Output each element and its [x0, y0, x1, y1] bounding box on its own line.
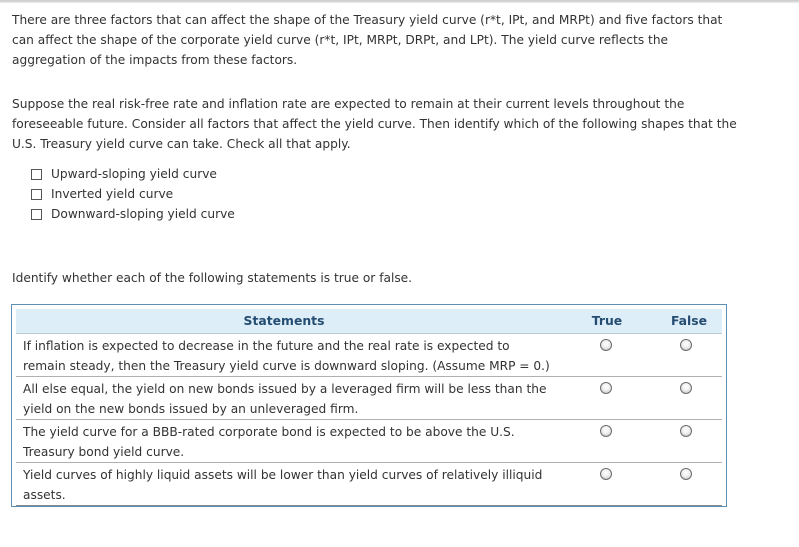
table-header — [16, 309, 722, 334]
option-inverted[interactable] — [31, 184, 235, 204]
true-radio[interactable] — [600, 425, 612, 437]
checkbox[interactable] — [31, 209, 42, 220]
true-radio[interactable] — [600, 382, 612, 394]
false-radio[interactable] — [680, 339, 692, 351]
statements-column-header: Statements — [243, 313, 325, 328]
question1-prompt: Suppose the real risk-free rate and inflation rate are expected to remain at their current levels throughout the foreseeable future. Consider all factors that affect the yield curve. Then identify which of the following shapes that the U.S. Treasury yield curve can take. Check all that apply. — [12, 97, 737, 151]
option-upward-sloping[interactable] — [31, 164, 235, 184]
false-radio[interactable] — [680, 382, 692, 394]
table-row — [16, 463, 722, 506]
false-radio[interactable] — [680, 425, 692, 437]
checkbox[interactable] — [31, 169, 42, 180]
top-divider — [0, 0, 799, 3]
question2-prompt: Identify whether each of the following statements is true or false. — [12, 271, 413, 285]
option-downward-sloping[interactable] — [31, 204, 235, 224]
table-row — [16, 334, 722, 377]
table-row — [16, 420, 722, 463]
statement-text: Yield curves of highly liquid assets will be lower than yield curves of relatively illiquid assets. — [23, 468, 543, 502]
statement-text: The yield curve for a BBB-rated corporate bond is expected to be above the U.S. Treasury bond yield curve. — [23, 425, 515, 459]
statement-text: If inflation is expected to decrease in the future and the real rate is expected to remain steady, then the Treasury yield curve is downward sloping. (Assume MRP = 0.) — [23, 339, 550, 373]
true-column-header: True — [591, 313, 623, 328]
true-radio[interactable] — [600, 468, 612, 480]
intro-paragraph: There are three factors that can affect the shape of the Treasury yield curve (r*t, IPt, and MRPt) and five factors that can affect the shape of the corporate yield curve (r*t, IPt, MRPt, DRPt, and LPt). The yield curve reflects the aggregation of the impacts from these factors. — [12, 13, 723, 67]
false-column-header: False — [670, 313, 708, 328]
statement-text: All else equal, the yield on new bonds issued by a leveraged firm will be less than the yield on the new bonds issued by an unleveraged firm. — [23, 382, 547, 416]
option-label: Inverted yield curve — [51, 187, 174, 201]
option-label: Downward-sloping yield curve — [51, 207, 235, 221]
false-radio[interactable] — [680, 468, 692, 480]
statements-table — [11, 304, 727, 507]
true-radio[interactable] — [600, 339, 612, 351]
table-row — [16, 377, 722, 420]
option-label: Upward-sloping yield curve — [51, 167, 217, 181]
checkbox[interactable] — [31, 189, 42, 200]
checkbox-group — [31, 164, 235, 224]
